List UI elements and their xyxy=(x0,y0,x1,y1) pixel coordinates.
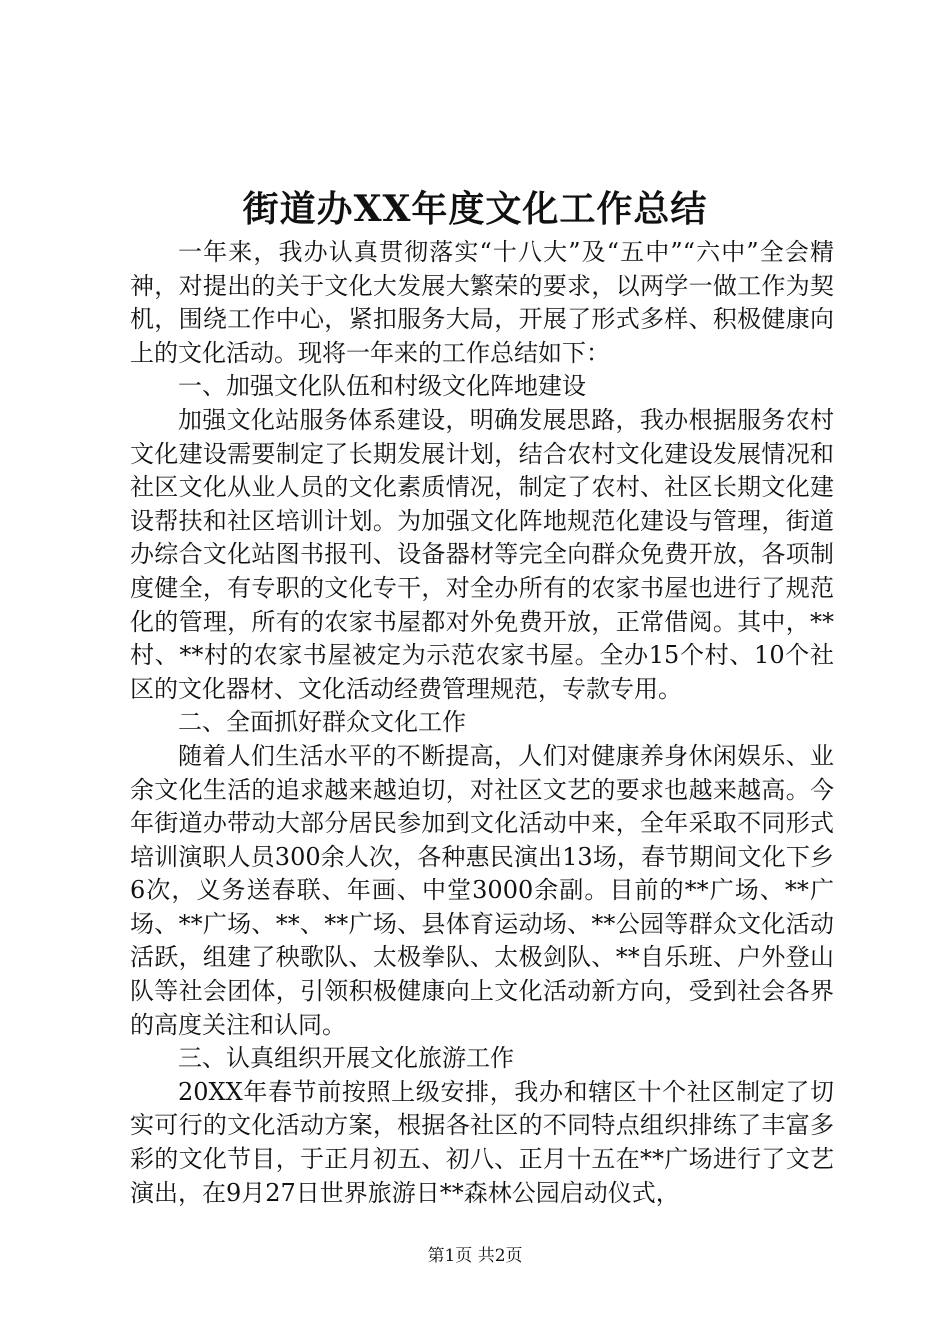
section-heading-1: 一、加强文化队伍和村级文化阵地建设 xyxy=(178,372,586,401)
section-heading-3: 三、认真组织开展文化旅游工作 xyxy=(178,1044,514,1073)
intro-paragraph: 一年来，我办认真贯彻落实“十八大”及“五中”“六中”全会精神，对提出的关于文化大发展大繁荣的要求，以两学一做工作为契机，围绕工作中心，紧扣服务大局，开展了形式多样、积极健康向上的文化活动。现将一年来的工作总结如下： xyxy=(130,238,834,367)
section-3-paragraph: 20XX年春节前按照上级安排，我办和辖区十个社区制定了切实可行的文化活动方案，根据各社区的不同特点组织排练了丰富多彩的文化节目，于正月初五、初八、正月十五在**广场进行了文艺演出，在9月27日世界旅游日**森林公园启动仪式， xyxy=(130,1077,834,1207)
document-body xyxy=(130,236,834,1210)
document-title: 街道办XX年度文化工作总结 xyxy=(242,188,708,230)
section-2-paragraph: 随着人们生活水平的不断提高，人们对健康养身休闲娱乐、业余文化生活的追求越来越迫切，对社区文艺的要求也越来越高。今年街道办带动大部分居民参加到文化活动中来，全年采取不同形式培训演职人员300余人次，各种惠民演出13场，春节期间文化下乡6次，义务送春联、年画、中堂3000余副。目前的**广场、**广场、**广场、**、**广场、县体育运动场、**公园等群众文化活动活跃，组建了秧歌队、太极拳队、太极剑队、**自乐班、户外登山队等社会团体，引领积极健康向上文化活动新方向，受到社会各界的高度关注和认同。 xyxy=(130,741,834,1039)
section-heading-2: 二、全面抓好群众文化工作 xyxy=(178,708,466,737)
section-1-paragraph: 加强文化站服务体系建设，明确发展思路，我办根据服务农村文化建设需要制定了长期发展计划，结合农村文化建设发展情况和社区文化从业人员的文化素质情况，制定了农村、社区长期文化建设帮扶和社区培训计划。为加强文化阵地规范化建设与管理，街道办综合文化站图书报刊、设备器材等完全向群众免费开放，各项制度健全，有专职的文化专干，对全办所有的农家书屋也进行了规范化的管理，所有的农家书屋都对外免费开放，正常借阅。其中，**村、**村的农家书屋被定为示范农家书屋。全办15个村、10个社区的文化器材、文化活动经费管理规范，专款专用。 xyxy=(130,405,834,703)
page-footer: 第1页 共2页 xyxy=(427,1246,523,1266)
